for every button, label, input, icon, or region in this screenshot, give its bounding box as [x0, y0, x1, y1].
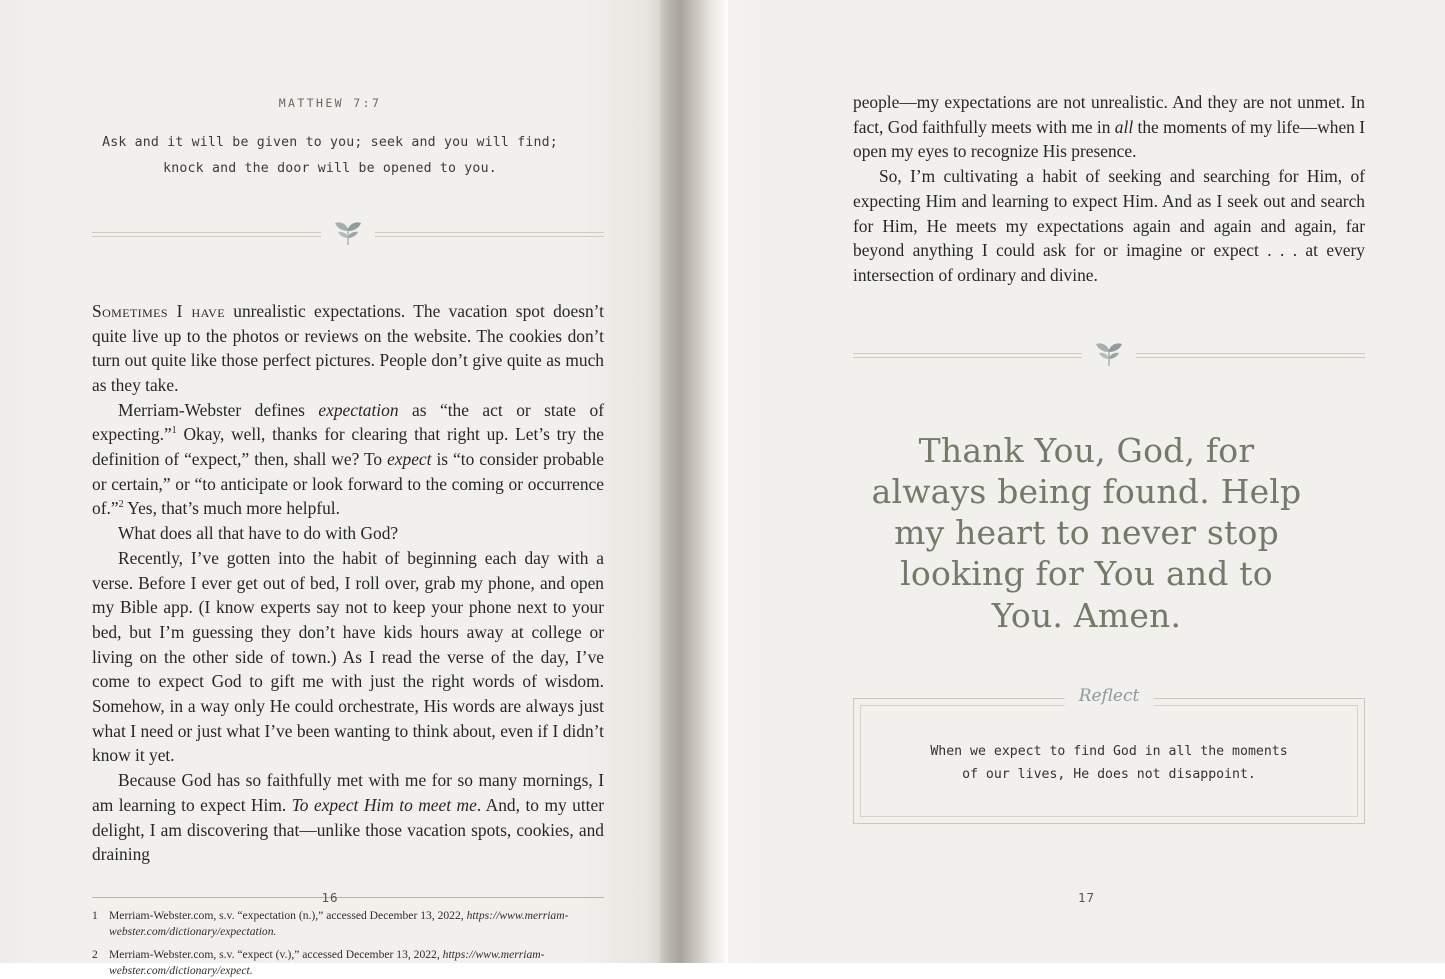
paragraph: [92, 398, 604, 522]
paragraph-text: as “the act or state of expecting.”: [92, 399, 604, 445]
paragraph: So, I’m cultivating a habit of seeking and searching for Him, of expecting Him and learning to expect Him. And as I seek out and search for Him, He meets my expectations again and again and again, far beyond anything I could ask for or imagine or expect . . . at every intersection of ordinary and divine.: [853, 166, 1365, 285]
ornament-divider-right: [853, 340, 1365, 372]
paragraph-text: the moments of my life—when I open my eyes to recognize His presence.: [853, 116, 1366, 162]
paragraph-text: . And, to my utter delight, I am discovering that—unlike those vacation spots, cookies, and draining: [92, 794, 604, 865]
footnote-url: https://www.merriam-webster.com/dictionary/expect.: [109, 947, 545, 977]
footnote-marker-1: 1: [171, 425, 177, 437]
ornament-rule-left: [853, 353, 1082, 358]
paragraph-text: Yes, that’s much more helpful.: [123, 498, 340, 519]
paragraph-text: is “to consider probable or certain,” or “to anticipate or look forward to the coming or occurrence of.”: [92, 449, 604, 519]
reflect-line-1: When we expect to find God in all the moments: [930, 743, 1288, 759]
paragraph-emphasis: all: [1114, 116, 1134, 137]
page-left: [0, 0, 660, 977]
paragraph-emphasis: expect: [387, 449, 432, 470]
paragraph-emphasis: To expect Him to meet me: [291, 794, 477, 815]
footnote-url: https://www.merriam-webster.com/dictionary/expectation.: [109, 908, 569, 938]
reflect-section: [853, 685, 1365, 824]
paragraph-text: Because God has so faithfully met with me for so many mornings, I am learning to expect Him.: [92, 770, 604, 815]
paragraph-text: people—my expectations are not unrealistic. And they are not unmet. In fact, God faithfully meets with me in: [853, 92, 1365, 137]
paragraph: Recently, I’ve gotten into the habit of beginning each day with a verse. Before I ever get out of bed, I roll over, grab my phone, and open my Bible app. (I know experts say not to keep your phone next to your bed, but I’m guessing they don’t have kids hours away at college or living on the other side of town.) As I read the verse of the day, I’ve come to expect God to gift me with just the right words of wisdom. Somehow, in a way only He could orchestrate, His words are always just what I need or just what I’ve been wanting to think about, even if I didn’t know it yet.: [92, 547, 604, 766]
leaf-icon: [321, 219, 375, 251]
ornament-rule-right: [375, 232, 604, 237]
verse-text: [0, 130, 660, 183]
footnotes: [92, 908, 604, 979]
prayer-text: Thank You, God, for always being found. Help my heart to never stop looking for You and to You. Amen.: [871, 430, 1302, 635]
leaf-icon: [1082, 340, 1136, 372]
ornament-rule-right: [1136, 353, 1365, 358]
footnote-citation: Merriam-Webster.com, s.v. “expect (v.),” accessed December 13, 2022,: [109, 947, 443, 961]
page-number-right: 17: [1077, 890, 1096, 905]
paragraph-text: Merriam-Webster defines: [118, 399, 319, 420]
reflect-line-2: of our lives, He does not disappoint.: [962, 766, 1256, 782]
left-body-column: [92, 299, 604, 867]
footnote-number: 2: [92, 947, 98, 961]
reflect-box: [853, 698, 1365, 824]
paragraph-text: Okay, well, thanks for clearing that right up. Let’s try the definition of “expect,” then, shall we? To: [92, 424, 604, 470]
footnote-number: 1: [92, 908, 98, 922]
reflect-inner: [860, 705, 1358, 817]
paragraph-emphasis: expectation: [318, 399, 399, 420]
page-right: [728, 0, 1445, 963]
page-number-left: 16: [321, 890, 339, 905]
paragraph: [853, 90, 1365, 164]
book-gutter-shadow: [660, 0, 728, 963]
footnote-item: [92, 908, 604, 940]
footnote-citation: Merriam-Webster.com, s.v. “expectation (n.),” accessed December 13, 2022,: [109, 908, 467, 922]
right-body-column: [853, 90, 1365, 288]
ornament-rule-left: [92, 232, 321, 237]
footnote-marker-2: 2: [118, 499, 124, 511]
paragraph: What does all that have to do with God?: [118, 523, 399, 544]
footnote-text: [109, 908, 604, 940]
reflect-label: Reflect: [1065, 686, 1154, 706]
paragraph: [92, 768, 604, 867]
verse-line-2: knock and the door will be opened to you.: [163, 161, 497, 177]
ornament-divider-left: [92, 219, 604, 251]
paragraph-text: unrealistic expectations. The vacation spot doesn’t quite live up to the photos or reviews on the website. The cookies don’t turn out quite like those perfect pictures. People don’t give quite as much as they take.: [92, 300, 604, 395]
paragraph: [92, 299, 604, 398]
paragraph-lead: Sometimes I have: [92, 300, 225, 321]
verse-line-1: Ask and it will be given to you; seek and you will find;: [102, 135, 558, 150]
verse-reference: MATTHEW 7:7: [278, 96, 382, 110]
